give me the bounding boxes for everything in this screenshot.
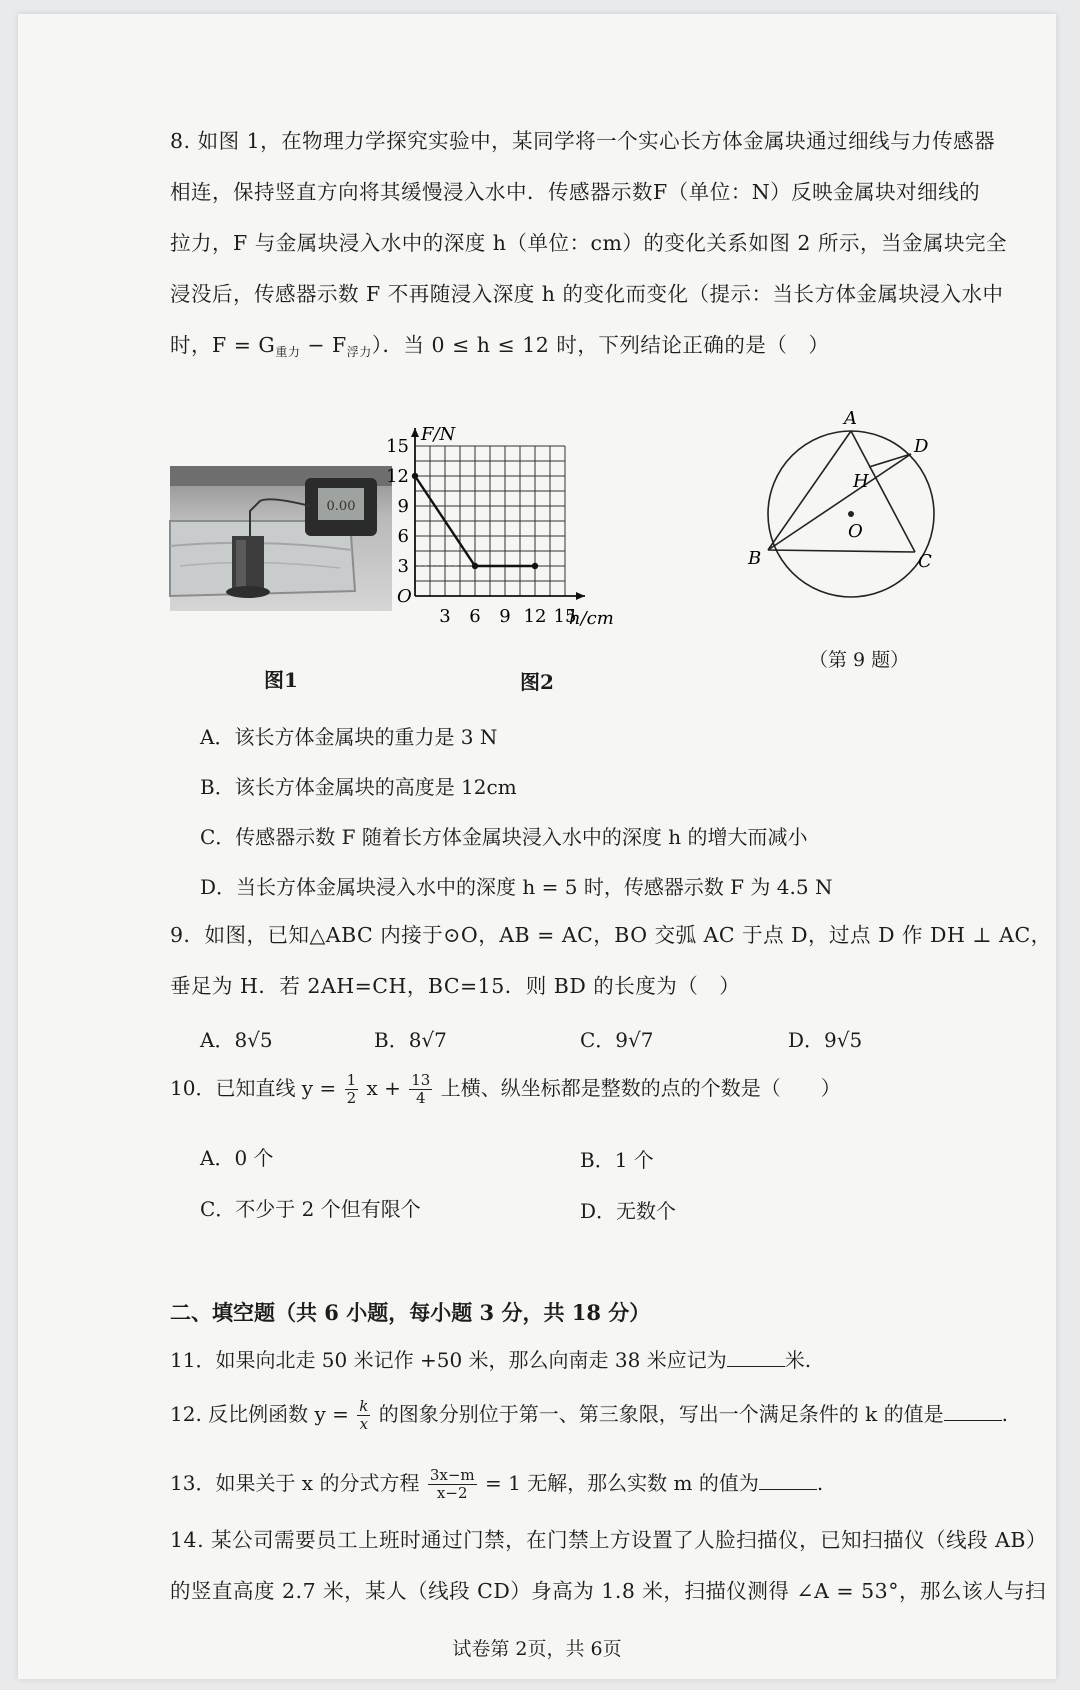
q13-text-a: 13．如果关于 x 的分式方程	[170, 1471, 420, 1495]
question-10-text	[170, 1072, 841, 1107]
label-a: A	[844, 408, 857, 429]
point-o	[848, 511, 854, 517]
figure-2-graph	[386, 406, 680, 656]
figure-1-caption: 图1	[264, 668, 298, 692]
section-2-heading: 二、填空题（共 6 小题，每小题 3 分，共 18 分）	[170, 1300, 651, 1325]
q9-option-d[interactable]: D．9√5	[788, 1028, 863, 1052]
q10-suffix: 上横、纵坐标都是整数的点的个数是（ ）	[440, 1076, 841, 1100]
x-tick-label: 15	[553, 606, 577, 627]
label-h: H	[853, 471, 869, 492]
q10-option-a[interactable]: A．0 个	[200, 1146, 274, 1170]
question-11-text	[170, 1344, 811, 1373]
q13-fraction	[428, 1467, 477, 1502]
q8-option-a[interactable]: A．该长方体金属块的重力是 3 N	[200, 725, 498, 749]
q10-prefix: 10．已知直线 y =	[170, 1076, 337, 1100]
fraction-numerator: 13	[411, 1071, 431, 1089]
q11-answer-blank[interactable]	[727, 1350, 785, 1367]
x-tick-label: 9	[499, 606, 511, 627]
sensor-display: 0.00	[326, 499, 356, 514]
q9-line: 9．如图，已知△ABC 内接于⊙O，AB = AC，BO 交弧 AC 于点 D，过点 D 作 DH ⊥ AC，	[170, 923, 1052, 947]
q8-formula-part: ）．当 0 ≤ h ≤ 12 时，下列结论正确的是（ ）	[371, 333, 830, 357]
question-14-text	[170, 1515, 1048, 1617]
question-12-text	[170, 1398, 1008, 1433]
q10-fraction-2	[409, 1072, 432, 1107]
q13-text-c: .	[816, 1471, 824, 1495]
q9-option-b[interactable]: B．8√7	[374, 1028, 447, 1052]
q10-option-d[interactable]: D．无数个	[580, 1199, 677, 1223]
q13-text-b: = 1 无解，那么实数 m 的值为	[484, 1471, 759, 1495]
figure-9-circle-diagram	[743, 402, 973, 632]
q12-text-a: 12. 反比例函数 y =	[170, 1402, 349, 1426]
q12-answer-blank[interactable]	[944, 1404, 1002, 1421]
q8-subscript: 浮力	[346, 345, 372, 359]
q10-option-c[interactable]: C．不少于 2 个但有限个	[200, 1197, 421, 1221]
page-footer: 试卷第 2页，共 6页	[452, 1638, 622, 1660]
x-tick-label: 6	[469, 606, 481, 627]
label-b: B	[748, 548, 762, 569]
fraction-denominator: 4	[416, 1089, 426, 1107]
segment-ab	[768, 431, 851, 550]
fraction-numerator: 1	[346, 1071, 357, 1089]
figure-1-photo	[170, 466, 392, 611]
q8-option-d[interactable]: D．当长方体金属块浸入水中的深度 h = 5 时，传感器示数 F 为 4.5 N	[200, 875, 833, 899]
q8-line	[170, 320, 990, 378]
fraction-denominator: x	[359, 1415, 369, 1433]
q8-formula-part: 时，F = G	[170, 333, 276, 357]
question-13-text	[170, 1467, 823, 1502]
exam-page	[18, 14, 1056, 1679]
q12-text-b: 的图象分别位于第一、第三象限，写出一个满足条件的 k 的值是	[378, 1402, 944, 1426]
q10-fraction-1	[345, 1072, 359, 1107]
y-tick-label: 9	[397, 496, 409, 517]
y-axis-arrow	[411, 428, 419, 437]
question-9-text	[170, 910, 1052, 1012]
q11-text-a: 11．如果向北走 50 米记作 +50 米，那么向南走 38 米应记为	[170, 1348, 727, 1372]
q11-text-b: 米.	[784, 1348, 812, 1372]
q8-line: 8. 如图 1，在物理力学探究实验中，某同学将一个实心长方体金属块通过细线与力传感器	[170, 129, 996, 153]
fraction-denominator: 2	[346, 1089, 357, 1107]
q9-line: 垂足为 H．若 2AH=CH，BC=15．则 BD 的长度为（ ）	[170, 974, 741, 998]
q8-formula-part: − F	[300, 333, 347, 357]
q8-option-b[interactable]: B．该长方体金属块的高度是 12cm	[200, 775, 517, 799]
fraction-denominator: x−2	[436, 1484, 468, 1502]
x-axis-label: h/cm	[569, 608, 614, 629]
label-d: D	[914, 436, 929, 457]
x-tick-label: 3	[439, 606, 451, 627]
label-c: C	[918, 551, 932, 572]
q10-mid: x +	[366, 1076, 401, 1100]
y-tick-label: 6	[397, 526, 409, 547]
q8-line: 相连，保持竖直方向将其缓慢浸入水中．传感器示数F（单位：N）反映金属块对细线的	[170, 180, 981, 204]
origin-label: O	[397, 586, 412, 607]
q8-option-c[interactable]: C．传感器示数 F 随着长方体金属块浸入水中的深度 h 的增大而减小	[200, 825, 808, 849]
y-tick-label: 15	[386, 436, 409, 457]
q9-option-c[interactable]: C．9√7	[580, 1028, 654, 1052]
q10-option-b[interactable]: B．1 个	[580, 1148, 654, 1172]
label-o: O	[848, 521, 863, 542]
figure-9-caption: （第 9 题）	[809, 649, 910, 671]
y-tick-label: 12	[386, 466, 409, 487]
y-tick-label: 3	[397, 556, 409, 577]
question-8-text	[170, 116, 1007, 378]
segment-bc	[768, 550, 915, 552]
fraction-numerator: k	[359, 1397, 369, 1415]
segment-dh	[869, 454, 911, 467]
q8-subscript: 重力	[275, 345, 301, 359]
q12-text-c: .	[1001, 1402, 1008, 1426]
fraction-numerator: 3x−m	[429, 1466, 475, 1484]
figure-2-caption: 图2	[520, 670, 554, 694]
x-axis-arrow	[576, 592, 585, 600]
q14-line: 的竖直高度 2.7 米，某人（线段 CD）身高为 1.8 米，扫描仪测得 ∠A = 53°，那么该人与扫	[170, 1579, 1046, 1603]
q9-option-a[interactable]: A．8√5	[200, 1028, 273, 1052]
y-axis-label: F/N	[421, 424, 456, 445]
q8-line: 拉力，F 与金属块浸入水中的深度 h（单位：cm）的变化关系如图 2 所示，当金属块完全	[170, 231, 1007, 255]
q14-line: 14. 某公司需要员工上班时通过门禁，在门禁上方设置了人脸扫描仪，已知扫描仪（线段 AB）	[170, 1528, 1048, 1552]
segment-bd	[768, 454, 911, 550]
q12-fraction	[357, 1398, 370, 1433]
q8-line: 浸没后，传感器示数 F 不再随浸入深度 h 的变化而变化（提示：当长方体金属块浸入水中	[170, 282, 1004, 306]
q13-answer-blank[interactable]	[759, 1473, 817, 1490]
x-tick-label: 12	[523, 606, 547, 627]
